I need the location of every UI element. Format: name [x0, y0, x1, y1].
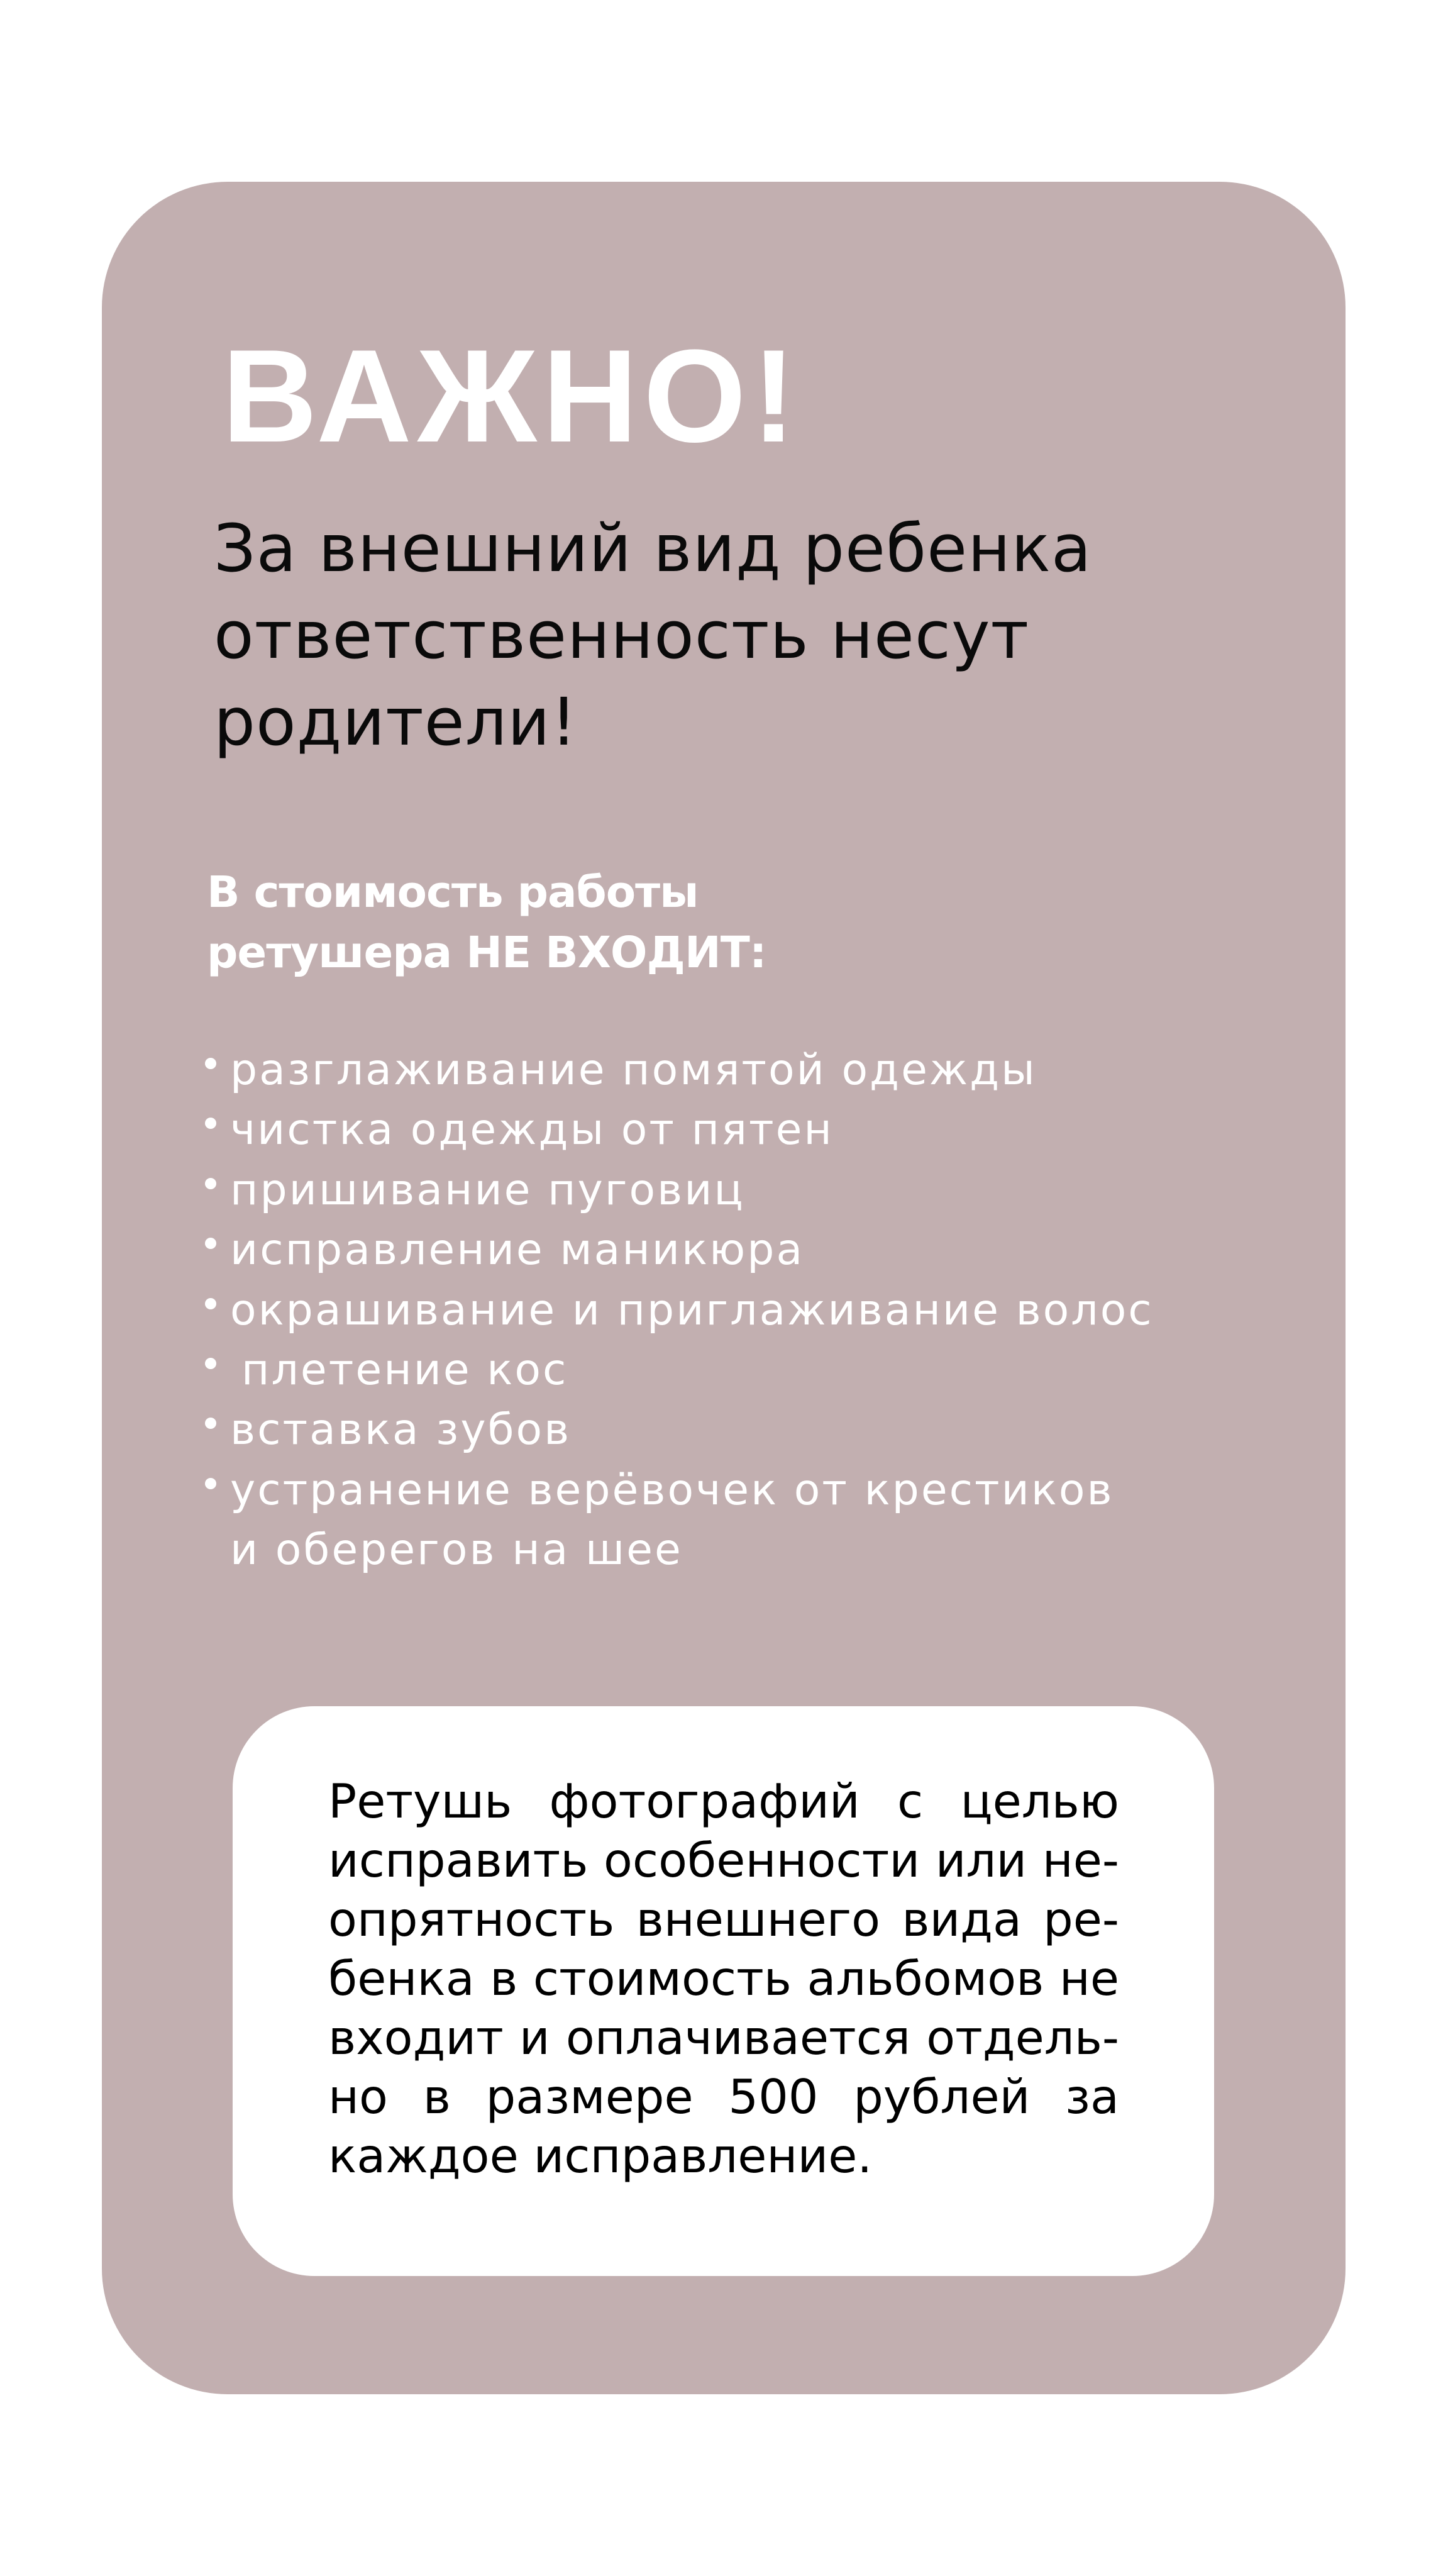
- note-line: Ретушь фотографий с целью: [328, 1774, 1119, 1829]
- list-item-text: плетение кос: [241, 1345, 568, 1396]
- note-line: но в размере 500 рублей за: [328, 2069, 1119, 2124]
- parents-responsibility-text: [214, 505, 1092, 765]
- subtitle-line: За внешний вид ребенка: [214, 510, 1092, 587]
- subtitle-line: родители!: [214, 684, 578, 760]
- list-item-continuation: и оберегов на шее: [230, 1525, 683, 1575]
- bullet-icon: [205, 1118, 216, 1129]
- bullet-icon: [205, 1058, 216, 1069]
- bullet-icon: [205, 1238, 216, 1249]
- bullet-icon: [205, 1418, 216, 1429]
- list-item: [205, 1220, 1154, 1280]
- list-item-text: вставка зубов: [230, 1405, 572, 1455]
- note-line: бенка в стоимость альбомов не: [328, 1951, 1119, 2006]
- list-item: [205, 1400, 1154, 1460]
- list-item: [205, 1340, 1154, 1400]
- list-item: [205, 1100, 1154, 1160]
- list-item-text: разглаживание помятой одежды: [230, 1045, 1037, 1095]
- exclusions-heading-line: ретушера НЕ ВХОДИТ:: [207, 928, 766, 978]
- bullet-icon: [205, 1478, 216, 1489]
- note-line: опрятность внешнего вида ре-: [328, 1892, 1119, 1947]
- exclusions-heading: [207, 862, 766, 983]
- list-item: [205, 1460, 1154, 1580]
- subtitle-line: ответственность несут: [214, 597, 1030, 674]
- list-item-text: пришивание пуговиц: [230, 1165, 745, 1215]
- retouch-note-text: [328, 1772, 1119, 2185]
- list-item: [205, 1040, 1154, 1100]
- note-line: каждое исправление.: [328, 2128, 873, 2184]
- bullet-icon: [205, 1298, 216, 1309]
- list-item-text: окрашивание и приглаживание волос: [230, 1285, 1154, 1335]
- list-item: [205, 1160, 1154, 1220]
- important-title: ВАЖНО!: [222, 322, 802, 470]
- note-line: исправить особенности или не-: [328, 1833, 1119, 1888]
- bullet-icon: [205, 1358, 216, 1369]
- exclusions-list: [205, 1040, 1154, 1580]
- list-item-text: устранение верёвочек от крестиков: [230, 1465, 1114, 1515]
- exclusions-heading-line: В стоимость работы: [207, 867, 699, 918]
- list-item-text: исправление маникюра: [230, 1225, 805, 1275]
- bullet-icon: [205, 1178, 216, 1189]
- list-item: [205, 1280, 1154, 1340]
- list-item-text: чистка одежды от пятен: [230, 1105, 834, 1155]
- note-line: входит и оплачивается отдель-: [328, 2010, 1119, 2065]
